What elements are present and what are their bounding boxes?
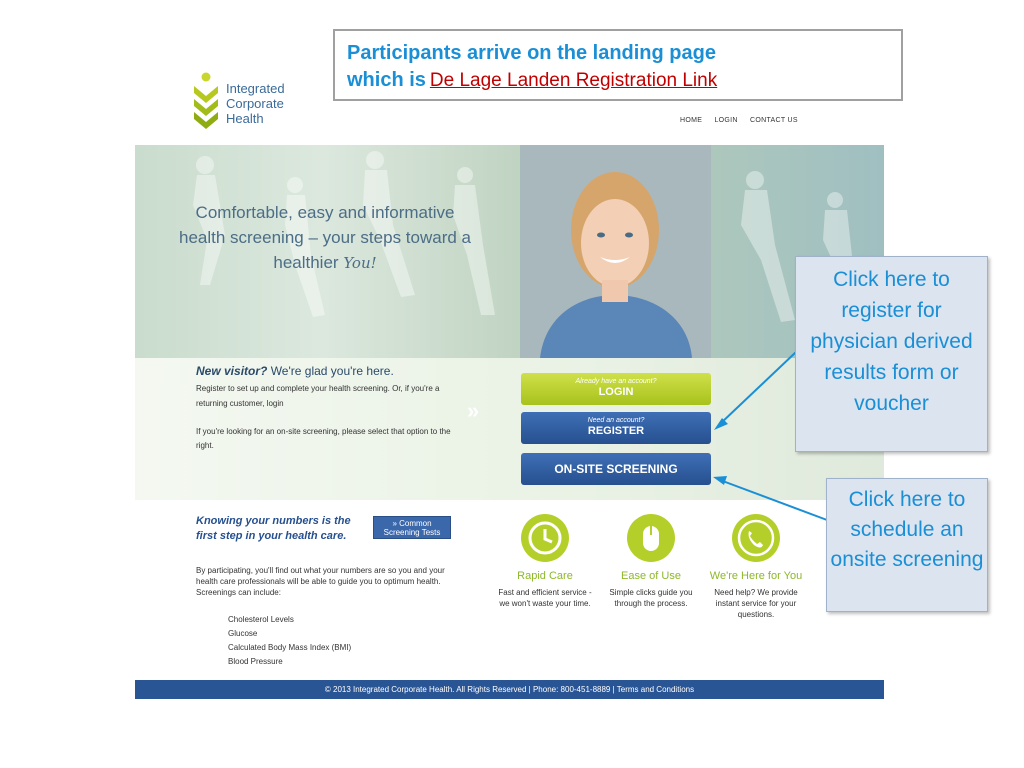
nav-login[interactable]: LOGIN	[714, 117, 738, 124]
registration-link[interactable]: De Lage Landen Registration Link	[429, 70, 718, 91]
nav-contact[interactable]: CONTACT US	[750, 117, 798, 124]
visitor-body2: If you're looking for an on-site screening, please select that option to the right.	[196, 427, 451, 450]
footer: © 2013 Integrated Corporate Health. All Rights Reserved | Phone: 800-451-8889 | Terms and Conditions	[135, 680, 884, 699]
know-numbers-body: By participating, you'll find out what your numbers are so you and your health care professionals will be able to guide you to optimum health. Screenings can include:	[196, 566, 445, 597]
hero-tagline-text: Comfortable, easy and informative health screening – your steps toward a healthier	[178, 203, 471, 272]
logo-line3: Health	[226, 111, 264, 126]
common-screening-tests-button[interactable]: » Common Screening Tests	[373, 516, 451, 539]
feature-desc: Need help? We provide instant service for your questions.	[714, 588, 798, 619]
login-button-sub: Already have an account?	[575, 378, 657, 385]
register-button-sub: Need an account?	[587, 417, 645, 424]
register-callout: Click here to register for physician derived results form or voucher	[795, 256, 988, 452]
feature-title: Ease of Use	[621, 570, 681, 582]
list-item: Glucose	[228, 629, 258, 638]
callout-line1: Participants arrive on the landing page	[347, 42, 716, 64]
hero-tagline-script: You!	[343, 254, 377, 272]
onsite-screening-button[interactable]: ON-SITE SCREENING	[521, 453, 711, 485]
callout-prefix: which is	[347, 69, 426, 91]
mouse-icon	[627, 514, 675, 562]
phone-icon	[732, 514, 780, 562]
nav-home[interactable]: HOME	[680, 117, 703, 124]
screening-list	[228, 613, 351, 669]
onsite-callout: Click here to schedule an onsite screening	[826, 478, 988, 612]
register-button-label: REGISTER	[587, 425, 645, 437]
visitor-title-rest: We're glad you're here.	[267, 364, 394, 378]
list-item: Calculated Body Mass Index (BMI)	[228, 643, 352, 652]
feature-ease-of-use	[601, 514, 701, 609]
feature-desc: Simple clicks guide you through the process.	[609, 588, 693, 608]
clock-icon	[521, 514, 569, 562]
know-numbers-title: Knowing your numbers is the first step in your health care.	[196, 515, 351, 542]
login-button-label: LOGIN	[598, 386, 634, 398]
visitor-title-bold: New visitor?	[196, 364, 268, 378]
feature-rapid-care	[495, 514, 595, 609]
logo-line2: Corporate	[226, 96, 284, 111]
feature-title: Rapid Care	[517, 570, 573, 582]
feature-title: We're Here for You	[709, 570, 803, 582]
chevron-right-icon: »	[467, 398, 480, 423]
feature-here-for-you	[706, 514, 806, 620]
list-item: Cholesterol Levels	[228, 615, 294, 624]
feature-desc: Fast and efficient service - we won't waste your time.	[498, 588, 592, 608]
list-item: Blood Pressure	[228, 657, 283, 666]
logo-line1: Integrated	[226, 81, 285, 96]
visitor-body1: Register to set up and complete your health screening. Or, if you're a returning customer, login	[196, 384, 440, 408]
